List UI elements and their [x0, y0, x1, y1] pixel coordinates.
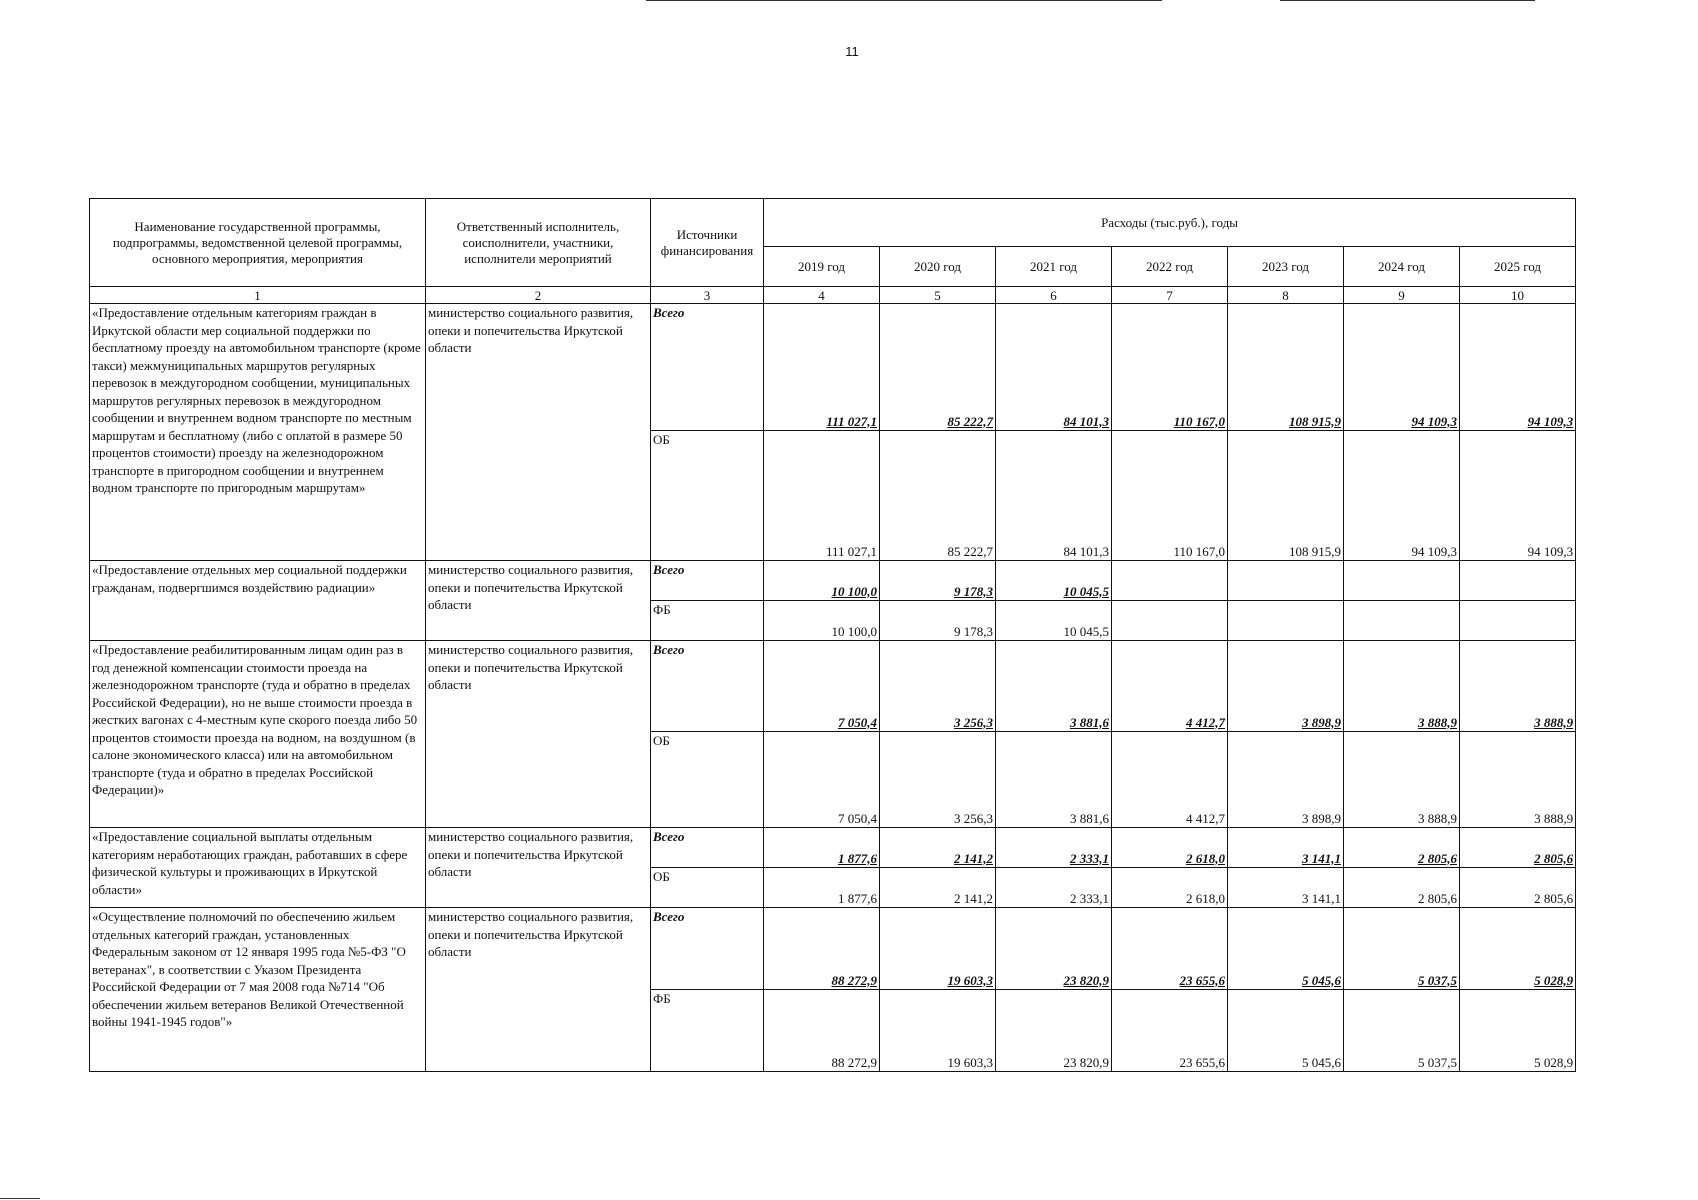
- total-value: 3 256,3: [880, 641, 996, 732]
- column-number: 9: [1344, 287, 1460, 304]
- source-value: 2 141,2: [880, 868, 996, 908]
- source-value: 2 618,0: [1112, 868, 1228, 908]
- scan-edge-bottom-left: [0, 1198, 40, 1199]
- total-value: 4 412,7: [1112, 641, 1228, 732]
- source-label: ФБ: [651, 601, 764, 641]
- program-name: «Предоставление социальной выплаты отдельным категориям неработающих граждан, работавших в сфере физической культуры и проживающих в Иркутской области»: [90, 828, 426, 908]
- source-value: 3 888,9: [1344, 732, 1460, 828]
- source-value: [1460, 601, 1576, 641]
- source-value: 94 109,3: [1460, 431, 1576, 561]
- header-year: 2022 год: [1112, 247, 1228, 287]
- source-value: 3 888,9: [1460, 732, 1576, 828]
- source-total-label: Всего: [651, 828, 764, 868]
- header-name: Наименование государственной программы, подпрограммы, ведомственной целевой программы, основного мероприятия, мероприятия: [90, 199, 426, 287]
- total-value: 23 820,9: [996, 908, 1112, 990]
- source-value: 3 256,3: [880, 732, 996, 828]
- source-value: [1112, 601, 1228, 641]
- column-number: 7: [1112, 287, 1228, 304]
- header-year: 2021 год: [996, 247, 1112, 287]
- total-value: 2 618,0: [1112, 828, 1228, 868]
- total-value: 5 037,5: [1344, 908, 1460, 990]
- budget-table: [89, 198, 1576, 1072]
- executor-name: министерство социального развития, опеки и попечительства Иркутской области: [426, 828, 651, 908]
- column-number: 2: [426, 287, 651, 304]
- total-value: 1 877,6: [764, 828, 880, 868]
- source-value: [1344, 601, 1460, 641]
- total-value: [1460, 561, 1576, 601]
- scan-edge-top-right: [1280, 0, 1535, 1]
- total-value: 2 805,6: [1460, 828, 1576, 868]
- page-number: 11: [845, 44, 859, 59]
- total-value: 110 167,0: [1112, 304, 1228, 431]
- source-label: ОБ: [651, 732, 764, 828]
- total-value: 10 100,0: [764, 561, 880, 601]
- total-value: 3 888,9: [1344, 641, 1460, 732]
- header-source: Источники финансирования: [651, 199, 764, 287]
- column-number: 10: [1460, 287, 1576, 304]
- column-number: 3: [651, 287, 764, 304]
- source-total-label: Всего: [651, 304, 764, 431]
- source-value: 19 603,3: [880, 990, 996, 1072]
- total-value: 94 109,3: [1344, 304, 1460, 431]
- table-row: [90, 828, 1576, 868]
- source-label: ОБ: [651, 868, 764, 908]
- source-value: 5 028,9: [1460, 990, 1576, 1072]
- source-value: 2 805,6: [1344, 868, 1460, 908]
- total-value: 23 655,6: [1112, 908, 1228, 990]
- source-value: 111 027,1: [764, 431, 880, 561]
- source-value: 5 037,5: [1344, 990, 1460, 1072]
- header-year: 2020 год: [880, 247, 996, 287]
- total-value: 85 222,7: [880, 304, 996, 431]
- source-value: 88 272,9: [764, 990, 880, 1072]
- executor-name: министерство социального развития, опеки и попечительства Иркутской области: [426, 561, 651, 641]
- header-year: 2025 год: [1460, 247, 1576, 287]
- source-value: 7 050,4: [764, 732, 880, 828]
- total-value: 3 888,9: [1460, 641, 1576, 732]
- table-row: [90, 641, 1576, 732]
- total-value: 111 027,1: [764, 304, 880, 431]
- program-name: «Предоставление отдельным категориям граждан в Иркутской области мер социальной поддержки по бесплатному проезду на автомобильном транспорте (кроме такси) межмуниципальных маршрутов регулярных перевозок в междугородном сообщении, муниципальных маршрутов регулярных перевозок в междугородном сообщении и внутреннем водном транспорте по местным маршрутам и бесплатному (либо с оплатой в размере 50 процентов стоимости) проезду на железнодорожном транспорте в пригородном сообщении и внутреннем водном транспорте по пригородным маршрутам»: [90, 304, 426, 561]
- source-value: 85 222,7: [880, 431, 996, 561]
- header-year: 2023 год: [1228, 247, 1344, 287]
- column-number: 1: [90, 287, 426, 304]
- source-value: 5 045,6: [1228, 990, 1344, 1072]
- source-total-label: Всего: [651, 641, 764, 732]
- table-row: [90, 561, 1576, 601]
- column-number: 5: [880, 287, 996, 304]
- source-value: 23 655,6: [1112, 990, 1228, 1072]
- total-value: 19 603,3: [880, 908, 996, 990]
- header-expenses: Расходы (тыс.руб.), годы: [764, 199, 1576, 247]
- total-value: 5 045,6: [1228, 908, 1344, 990]
- header-year: 2019 год: [764, 247, 880, 287]
- source-label: ОБ: [651, 431, 764, 561]
- total-value: [1228, 561, 1344, 601]
- header-year: 2024 год: [1344, 247, 1460, 287]
- source-value: 2 805,6: [1460, 868, 1576, 908]
- source-value: 3 881,6: [996, 732, 1112, 828]
- source-value: 84 101,3: [996, 431, 1112, 561]
- total-value: 88 272,9: [764, 908, 880, 990]
- source-total-label: Всего: [651, 908, 764, 990]
- total-value: [1344, 561, 1460, 601]
- program-name: «Предоставление отдельных мер социальной поддержки гражданам, подвергшимся воздействию радиации»: [90, 561, 426, 641]
- executor-name: министерство социального развития, опеки и попечительства Иркутской области: [426, 304, 651, 561]
- total-value: 3 141,1: [1228, 828, 1344, 868]
- total-value: 108 915,9: [1228, 304, 1344, 431]
- total-value: 94 109,3: [1460, 304, 1576, 431]
- total-value: 7 050,4: [764, 641, 880, 732]
- source-value: 108 915,9: [1228, 431, 1344, 561]
- source-value: 94 109,3: [1344, 431, 1460, 561]
- total-value: 3 898,9: [1228, 641, 1344, 732]
- source-value: [1228, 601, 1344, 641]
- table-row: [90, 304, 1576, 431]
- total-value: 3 881,6: [996, 641, 1112, 732]
- source-value: 9 178,3: [880, 601, 996, 641]
- source-label: ФБ: [651, 990, 764, 1072]
- source-value: 10 100,0: [764, 601, 880, 641]
- source-value: 3 141,1: [1228, 868, 1344, 908]
- column-number: 8: [1228, 287, 1344, 304]
- source-total-label: Всего: [651, 561, 764, 601]
- source-value: 1 877,6: [764, 868, 880, 908]
- source-value: 110 167,0: [1112, 431, 1228, 561]
- source-value: 4 412,7: [1112, 732, 1228, 828]
- column-number: 4: [764, 287, 880, 304]
- total-value: 2 141,2: [880, 828, 996, 868]
- source-value: 10 045,5: [996, 601, 1112, 641]
- total-value: 5 028,9: [1460, 908, 1576, 990]
- source-value: 2 333,1: [996, 868, 1112, 908]
- header-executor: Ответственный исполнитель, соисполнители, участники, исполнители мероприятий: [426, 199, 651, 287]
- total-value: 2 333,1: [996, 828, 1112, 868]
- source-value: 3 898,9: [1228, 732, 1344, 828]
- source-value: 23 820,9: [996, 990, 1112, 1072]
- total-value: [1112, 561, 1228, 601]
- executor-name: министерство социального развития, опеки и попечительства Иркутской области: [426, 641, 651, 828]
- program-name: «Осуществление полномочий по обеспечению жильем отдельных категорий граждан, установленных Федеральным законом от 12 января 1995 года №5-ФЗ "О ветеранах", в соответствии с Указом Президента Российской Федерации от 7 мая 2008 года №714 "Об обеспечении жильем ветеранов Великой Отечественной войны 1941-1945 годов"»: [90, 908, 426, 1072]
- column-number: 6: [996, 287, 1112, 304]
- total-value: 84 101,3: [996, 304, 1112, 431]
- total-value: 2 805,6: [1344, 828, 1460, 868]
- scan-edge-top-left: [646, 0, 1162, 1]
- total-value: 10 045,5: [996, 561, 1112, 601]
- table-row: [90, 908, 1576, 990]
- program-name: «Предоставление реабилитированным лицам один раз в год денежной компенсации стоимости проезда на железнодорожном транспорте (туда и обратно в пределах Российской Федерации), но не выше стоимости проезда в жестких вагонах с 4-местным купе скорого поезда либо 50 процентов стоимости проезда на водном, на воздушном (в салоне экономического класса) или на автомобильном транспорте (туда и обратно в пределах Российской Федерации)»: [90, 641, 426, 828]
- executor-name: министерство социального развития, опеки и попечительства Иркутской области: [426, 908, 651, 1072]
- total-value: 9 178,3: [880, 561, 996, 601]
